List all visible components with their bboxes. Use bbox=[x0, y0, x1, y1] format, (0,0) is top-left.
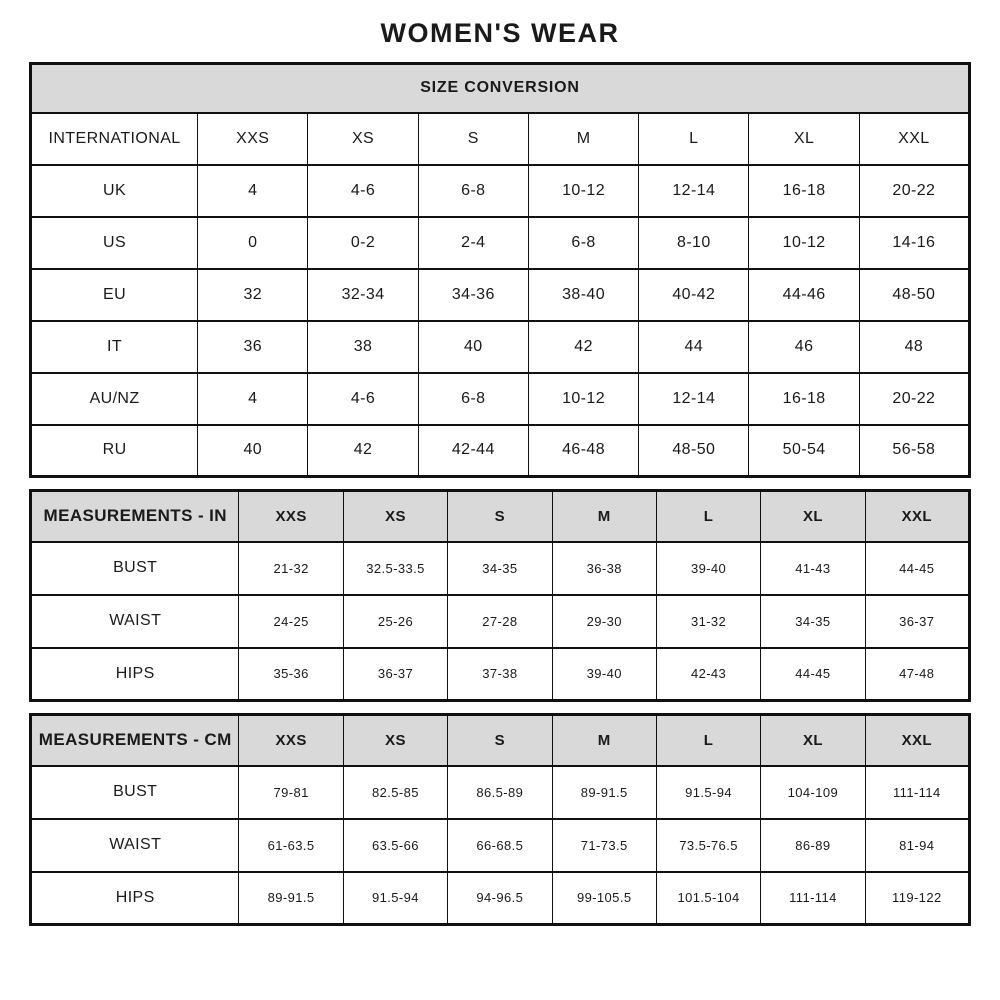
value-cell: 111-114 bbox=[761, 872, 865, 925]
row-label: UK bbox=[31, 165, 198, 217]
value-cell: 20-22 bbox=[859, 165, 969, 217]
size-column-header: XL bbox=[761, 491, 865, 542]
size-column-header: XXL bbox=[865, 491, 969, 542]
value-cell: 12-14 bbox=[639, 373, 749, 425]
value-cell: 101.5-104 bbox=[656, 872, 760, 925]
value-cell: 42-43 bbox=[656, 648, 760, 701]
row-label: HIPS bbox=[31, 648, 239, 701]
value-cell: 34-35 bbox=[761, 595, 865, 648]
value-cell: 81-94 bbox=[865, 819, 969, 872]
size-column-header: S bbox=[418, 113, 528, 165]
value-cell: 24-25 bbox=[239, 595, 343, 648]
table-row bbox=[31, 321, 970, 373]
value-cell: 36 bbox=[198, 321, 308, 373]
value-cell: 4-6 bbox=[308, 165, 418, 217]
size-column-header: XS bbox=[308, 113, 418, 165]
size-column-header: S bbox=[448, 715, 552, 766]
value-cell: 94-96.5 bbox=[448, 872, 552, 925]
value-cell: 91.5-94 bbox=[343, 872, 447, 925]
size-column-header: M bbox=[552, 715, 656, 766]
size-column-header: XXL bbox=[859, 113, 969, 165]
value-cell: 34-35 bbox=[448, 542, 552, 595]
value-cell: 50-54 bbox=[749, 425, 859, 477]
size-column-header: XXS bbox=[198, 113, 308, 165]
size-column-header: XXL bbox=[865, 715, 969, 766]
value-cell: 21-32 bbox=[239, 542, 343, 595]
value-cell: 10-12 bbox=[749, 217, 859, 269]
value-cell: 86.5-89 bbox=[448, 766, 552, 819]
value-cell: 48-50 bbox=[639, 425, 749, 477]
value-cell: 86-89 bbox=[761, 819, 865, 872]
value-cell: 42 bbox=[528, 321, 638, 373]
value-cell: 32.5-33.5 bbox=[343, 542, 447, 595]
value-cell: 0 bbox=[198, 217, 308, 269]
value-cell: 40-42 bbox=[639, 269, 749, 321]
value-cell: 6-8 bbox=[528, 217, 638, 269]
size-column-header: S bbox=[448, 491, 552, 542]
value-cell: 38 bbox=[308, 321, 418, 373]
value-cell: 32-34 bbox=[308, 269, 418, 321]
value-cell: 40 bbox=[198, 425, 308, 477]
value-cell: 56-58 bbox=[859, 425, 969, 477]
row-label: BUST bbox=[31, 542, 239, 595]
row-label: BUST bbox=[31, 766, 239, 819]
value-cell: 10-12 bbox=[528, 165, 638, 217]
table-row bbox=[31, 269, 970, 321]
value-cell: 35-36 bbox=[239, 648, 343, 701]
value-cell: 4 bbox=[198, 373, 308, 425]
value-cell: 6-8 bbox=[418, 373, 528, 425]
value-cell: 8-10 bbox=[639, 217, 749, 269]
value-cell: 44-46 bbox=[749, 269, 859, 321]
size-column-header: XL bbox=[749, 113, 859, 165]
size-column-header: L bbox=[639, 113, 749, 165]
value-cell: 6-8 bbox=[418, 165, 528, 217]
value-cell: 39-40 bbox=[656, 542, 760, 595]
table-row bbox=[31, 217, 970, 269]
value-cell: 104-109 bbox=[761, 766, 865, 819]
row-label: WAIST bbox=[31, 595, 239, 648]
value-cell: 34-36 bbox=[418, 269, 528, 321]
header-row bbox=[31, 113, 970, 165]
value-cell: 20-22 bbox=[859, 373, 969, 425]
row-label: US bbox=[31, 217, 198, 269]
value-cell: 66-68.5 bbox=[448, 819, 552, 872]
measurements-cm-table bbox=[29, 713, 971, 926]
table-row bbox=[31, 425, 970, 477]
size-column-header: XS bbox=[343, 491, 447, 542]
size-column-header: L bbox=[656, 715, 760, 766]
value-cell: 41-43 bbox=[761, 542, 865, 595]
value-cell: 79-81 bbox=[239, 766, 343, 819]
table-row bbox=[31, 766, 970, 819]
value-cell: 46 bbox=[749, 321, 859, 373]
size-column-header: L bbox=[656, 491, 760, 542]
value-cell: 36-37 bbox=[865, 595, 969, 648]
value-cell: 44-45 bbox=[761, 648, 865, 701]
size-column-header: XXS bbox=[239, 491, 343, 542]
value-cell: 47-48 bbox=[865, 648, 969, 701]
value-cell: 14-16 bbox=[859, 217, 969, 269]
row-label: AU/NZ bbox=[31, 373, 198, 425]
value-cell: 36-37 bbox=[343, 648, 447, 701]
value-cell: 40 bbox=[418, 321, 528, 373]
header-row bbox=[31, 491, 970, 542]
size-column-header: M bbox=[528, 113, 638, 165]
value-cell: 29-30 bbox=[552, 595, 656, 648]
value-cell: 0-2 bbox=[308, 217, 418, 269]
value-cell: 2-4 bbox=[418, 217, 528, 269]
value-cell: 89-91.5 bbox=[239, 872, 343, 925]
table-title-row bbox=[31, 64, 970, 113]
value-cell: 111-114 bbox=[865, 766, 969, 819]
row-label: WAIST bbox=[31, 819, 239, 872]
value-cell: 42-44 bbox=[418, 425, 528, 477]
table-title: SIZE CONVERSION bbox=[31, 64, 970, 113]
size-column-header: XL bbox=[761, 715, 865, 766]
measurements-in-table bbox=[29, 489, 971, 702]
value-cell: 44-45 bbox=[865, 542, 969, 595]
value-cell: 91.5-94 bbox=[656, 766, 760, 819]
value-cell: 48 bbox=[859, 321, 969, 373]
table-row bbox=[31, 165, 970, 217]
header-row bbox=[31, 715, 970, 766]
size-conversion-table bbox=[29, 62, 971, 478]
value-cell: 12-14 bbox=[639, 165, 749, 217]
value-cell: 89-91.5 bbox=[552, 766, 656, 819]
table-row bbox=[31, 872, 970, 925]
table-row bbox=[31, 595, 970, 648]
row-label: IT bbox=[31, 321, 198, 373]
value-cell: 73.5-76.5 bbox=[656, 819, 760, 872]
table-row bbox=[31, 648, 970, 701]
value-cell: 119-122 bbox=[865, 872, 969, 925]
value-cell: 16-18 bbox=[749, 165, 859, 217]
page-title: WOMEN'S WEAR bbox=[380, 18, 620, 48]
value-cell: 25-26 bbox=[343, 595, 447, 648]
value-cell: 46-48 bbox=[528, 425, 638, 477]
corner-label: MEASUREMENTS - CM bbox=[31, 715, 239, 766]
value-cell: 27-28 bbox=[448, 595, 552, 648]
value-cell: 61-63.5 bbox=[239, 819, 343, 872]
size-column-header: XS bbox=[343, 715, 447, 766]
value-cell: 38-40 bbox=[528, 269, 638, 321]
value-cell: 32 bbox=[198, 269, 308, 321]
value-cell: 48-50 bbox=[859, 269, 969, 321]
value-cell: 37-38 bbox=[448, 648, 552, 701]
value-cell: 36-38 bbox=[552, 542, 656, 595]
size-column-header: M bbox=[552, 491, 656, 542]
value-cell: 10-12 bbox=[528, 373, 638, 425]
value-cell: 16-18 bbox=[749, 373, 859, 425]
table-row bbox=[31, 819, 970, 872]
value-cell: 4 bbox=[198, 165, 308, 217]
value-cell: 44 bbox=[639, 321, 749, 373]
value-cell: 82.5-85 bbox=[343, 766, 447, 819]
value-cell: 39-40 bbox=[552, 648, 656, 701]
corner-label: MEASUREMENTS - IN bbox=[31, 491, 239, 542]
value-cell: 71-73.5 bbox=[552, 819, 656, 872]
corner-label: INTERNATIONAL bbox=[31, 113, 198, 165]
row-label: RU bbox=[31, 425, 198, 477]
value-cell: 42 bbox=[308, 425, 418, 477]
row-label: HIPS bbox=[31, 872, 239, 925]
value-cell: 4-6 bbox=[308, 373, 418, 425]
table-row bbox=[31, 373, 970, 425]
value-cell: 99-105.5 bbox=[552, 872, 656, 925]
size-column-header: XXS bbox=[239, 715, 343, 766]
value-cell: 31-32 bbox=[656, 595, 760, 648]
value-cell: 63.5-66 bbox=[343, 819, 447, 872]
table-row bbox=[31, 542, 970, 595]
row-label: EU bbox=[31, 269, 198, 321]
